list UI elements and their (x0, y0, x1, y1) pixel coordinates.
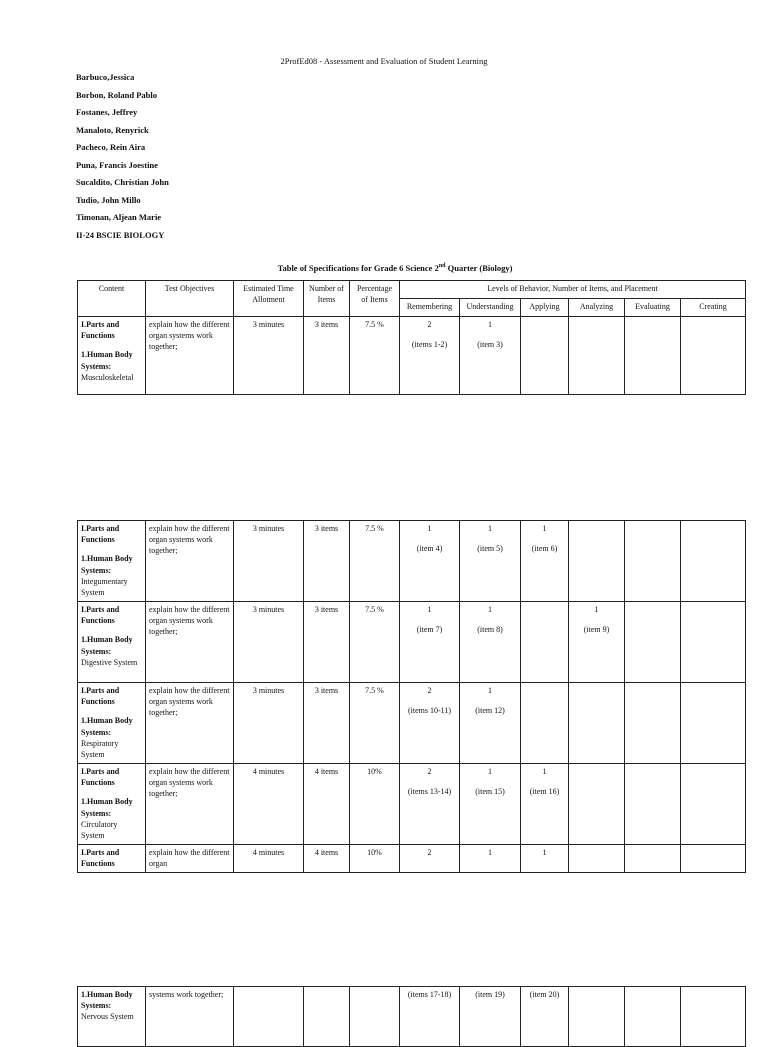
remembering-items: (items 17-18) (400, 987, 460, 1047)
author-name: Borbon, Roland Pablo (76, 89, 158, 100)
class-section: II-24 BSCIE BIOLOGY (76, 229, 165, 240)
understanding-cell (460, 764, 521, 845)
specification-table-part-3 (77, 986, 746, 1047)
applying-cell (521, 521, 569, 602)
header-applying: Applying (521, 299, 569, 317)
content-topic: I.Parts and Functions (81, 524, 120, 545)
objective-cell: explain how the different organ (146, 845, 234, 873)
specification-table-part-2 (77, 520, 746, 873)
content-cell (78, 764, 146, 845)
remembering-count: 1 (427, 605, 432, 614)
analyzing-cell (569, 521, 625, 602)
understanding-items: (item 5) (477, 544, 503, 554)
remembering-count: 2 (427, 320, 432, 329)
author-name: Barbuco,Jessica (76, 72, 135, 82)
table-row (78, 317, 746, 395)
table-row (78, 521, 746, 602)
remembering-cell (400, 764, 460, 845)
evaluating-cell (625, 521, 681, 602)
understanding-cell (460, 602, 521, 683)
remembering-cell (400, 317, 460, 395)
number-cell (304, 987, 350, 1047)
percentage-cell: 7.5 % (350, 317, 400, 395)
analyzing-items: (item 9) (583, 625, 610, 635)
header-remembering: Remembering (400, 299, 460, 317)
understanding-count: 1 (488, 320, 492, 329)
evaluating-cell (625, 683, 681, 764)
course-header: 2ProfEd08 - Assessment and Evaluation of Student Learning (280, 56, 488, 66)
table-row (78, 683, 746, 764)
author-name: Timonan, Aljean Marie (76, 212, 162, 222)
number-cell: 4 items (304, 845, 350, 873)
understanding-count: 1 (488, 686, 492, 695)
evaluating-cell (625, 317, 681, 395)
analyzing-cell (569, 764, 625, 845)
objective-cell: explain how the different organ systems work together; (146, 764, 234, 845)
percentage-cell: 7.5 % (350, 602, 400, 683)
applying-count: 1 (542, 767, 547, 776)
understanding-items: (item 8) (477, 625, 503, 635)
percentage-cell: 10% (350, 845, 400, 873)
header-levels-of-behavior: Levels of Behavior, Number of Items, and Placement (400, 281, 746, 299)
time-cell (234, 987, 304, 1047)
content-cell (78, 845, 146, 873)
objective-cell: explain how the different organ systems work together; (146, 521, 234, 602)
author-name: Sucaldito, Christian John (76, 177, 169, 187)
remembering-items: (items 10-11) (407, 706, 452, 716)
evaluating-cell (625, 987, 681, 1047)
content-subtopic: 1.Human Body Systems: (81, 716, 133, 737)
applying-count: 1 (521, 845, 569, 873)
remembering-items: (item 4) (416, 544, 443, 554)
content-subtopic: 1.Human Body Systems: (81, 635, 133, 656)
header-number-of-items: Number of Items (304, 281, 350, 317)
header-creating: Creating (681, 299, 746, 317)
content-topic: I.Parts and Functions (81, 767, 120, 788)
applying-items: (item 6) (531, 544, 558, 554)
content-cell (78, 602, 146, 683)
remembering-items: (item 7) (416, 625, 443, 635)
content-subtopic: 1.Human Body Systems: (81, 350, 133, 371)
understanding-count: 1 (488, 524, 492, 533)
content-system: Digestive System (81, 657, 138, 667)
creating-cell (681, 764, 746, 845)
table-title-superscript: nd (438, 263, 446, 270)
understanding-items: (item 3) (477, 340, 503, 350)
remembering-count: 2 (400, 845, 460, 873)
header-estimated-time: Estimated Time Allotment (234, 281, 304, 317)
number-cell: 3 items (304, 521, 350, 602)
author-list (76, 71, 169, 246)
analyzing-cell (569, 602, 625, 683)
percentage-cell: 7.5 % (350, 683, 400, 764)
understanding-cell (460, 317, 521, 395)
analyzing-cell (569, 845, 625, 873)
number-cell: 4 items (304, 764, 350, 845)
percentage-cell: 10% (350, 764, 400, 845)
content-topic: I.Parts and Functions (81, 848, 120, 869)
evaluating-cell (625, 845, 681, 873)
specification-table-part-1 (77, 280, 746, 395)
remembering-count: 2 (427, 686, 432, 695)
header-test-objectives: Test Objectives (146, 281, 234, 317)
remembering-items: (items 13-14) (407, 787, 452, 797)
content-cell (78, 521, 146, 602)
analyzing-count: 1 (594, 605, 599, 614)
table-row (78, 845, 746, 873)
applying-cell (521, 764, 569, 845)
table-row (78, 764, 746, 845)
header-analyzing: Analyzing (569, 299, 625, 317)
table-row (78, 602, 746, 683)
understanding-items: (item 15) (475, 787, 505, 797)
remembering-count: 2 (427, 767, 432, 776)
creating-cell (681, 521, 746, 602)
analyzing-cell (569, 987, 625, 1047)
table-title-main: Table of Specifications for Grade 6 Science 2 (277, 263, 439, 273)
applying-items: (item 16) (529, 787, 560, 797)
table-title-rest: Quarter (Biology) (445, 263, 513, 273)
header-understanding: Understanding (460, 299, 521, 317)
time-cell: 3 minutes (234, 683, 304, 764)
creating-cell (681, 987, 746, 1047)
content-system: Nervous System (81, 1012, 134, 1022)
time-cell: 3 minutes (234, 602, 304, 683)
remembering-count: 1 (427, 524, 432, 533)
table-row (78, 987, 746, 1047)
time-cell: 4 minutes (234, 845, 304, 873)
author-name: Fostanes, Jeffrey (76, 107, 138, 117)
percentage-cell: 7.5 % (350, 521, 400, 602)
understanding-count: 1 (460, 845, 521, 873)
author-name: Manaloto, Renyrick (76, 124, 149, 135)
creating-cell (681, 602, 746, 683)
applying-cell (521, 683, 569, 764)
content-topic: I.Parts and Functions (81, 605, 120, 626)
author-name: Pacheco, Rein Aira (76, 142, 146, 152)
objective-cell: explain how the different organ systems work together; (146, 317, 234, 395)
author-name: Puna, Francis Joestine (76, 159, 158, 170)
creating-cell (681, 683, 746, 764)
understanding-items: (item 12) (475, 706, 505, 716)
content-system: Circulatory System (81, 819, 118, 841)
content-cell (78, 987, 146, 1047)
header-percentage: Percentage of Items (350, 281, 400, 317)
creating-cell (681, 845, 746, 873)
objective-cell: explain how the different organ systems work together; (146, 683, 234, 764)
evaluating-cell (625, 602, 681, 683)
understanding-count: 1 (488, 767, 492, 776)
remembering-cell (400, 602, 460, 683)
remembering-cell (400, 521, 460, 602)
content-system: Respiratory System (81, 738, 119, 760)
content-cell (78, 317, 146, 395)
author-name: Tudio, John Millo (76, 194, 141, 205)
percentage-cell (350, 987, 400, 1047)
header-evaluating: Evaluating (625, 299, 681, 317)
content-system: Musculoskeletal (81, 372, 134, 382)
analyzing-cell (569, 683, 625, 764)
understanding-cell (460, 521, 521, 602)
understanding-count: 1 (488, 605, 492, 614)
objective-cell: systems work together; (146, 987, 234, 1047)
header-content: Content (78, 281, 146, 317)
applying-count: 1 (542, 524, 547, 533)
number-cell: 3 items (304, 683, 350, 764)
time-cell: 3 minutes (234, 521, 304, 602)
understanding-cell (460, 683, 521, 764)
understanding-items: (item 19) (460, 987, 521, 1047)
content-subtopic: 1.Human Body Systems: (81, 797, 133, 818)
content-cell (78, 683, 146, 764)
evaluating-cell (625, 764, 681, 845)
objective-cell: explain how the different organ systems work together; (146, 602, 234, 683)
creating-cell (681, 317, 746, 395)
number-cell: 3 items (304, 602, 350, 683)
remembering-items: (items 1-2) (411, 340, 448, 350)
applying-cell (521, 317, 569, 395)
content-topic: I.Parts and Functions (81, 320, 120, 341)
number-cell: 3 items (304, 317, 350, 395)
content-subtopic: 1.Human Body Systems: (81, 554, 133, 575)
content-subtopic: 1.Human Body Systems: (81, 990, 133, 1011)
time-cell: 3 minutes (234, 317, 304, 395)
applying-cell (521, 602, 569, 683)
content-system: Integumentary System (81, 576, 128, 598)
remembering-cell (400, 683, 460, 764)
table-title (0, 263, 768, 273)
content-topic: I.Parts and Functions (81, 686, 120, 707)
applying-items: (item 20) (521, 987, 569, 1047)
analyzing-cell (569, 317, 625, 395)
time-cell: 4 minutes (234, 764, 304, 845)
